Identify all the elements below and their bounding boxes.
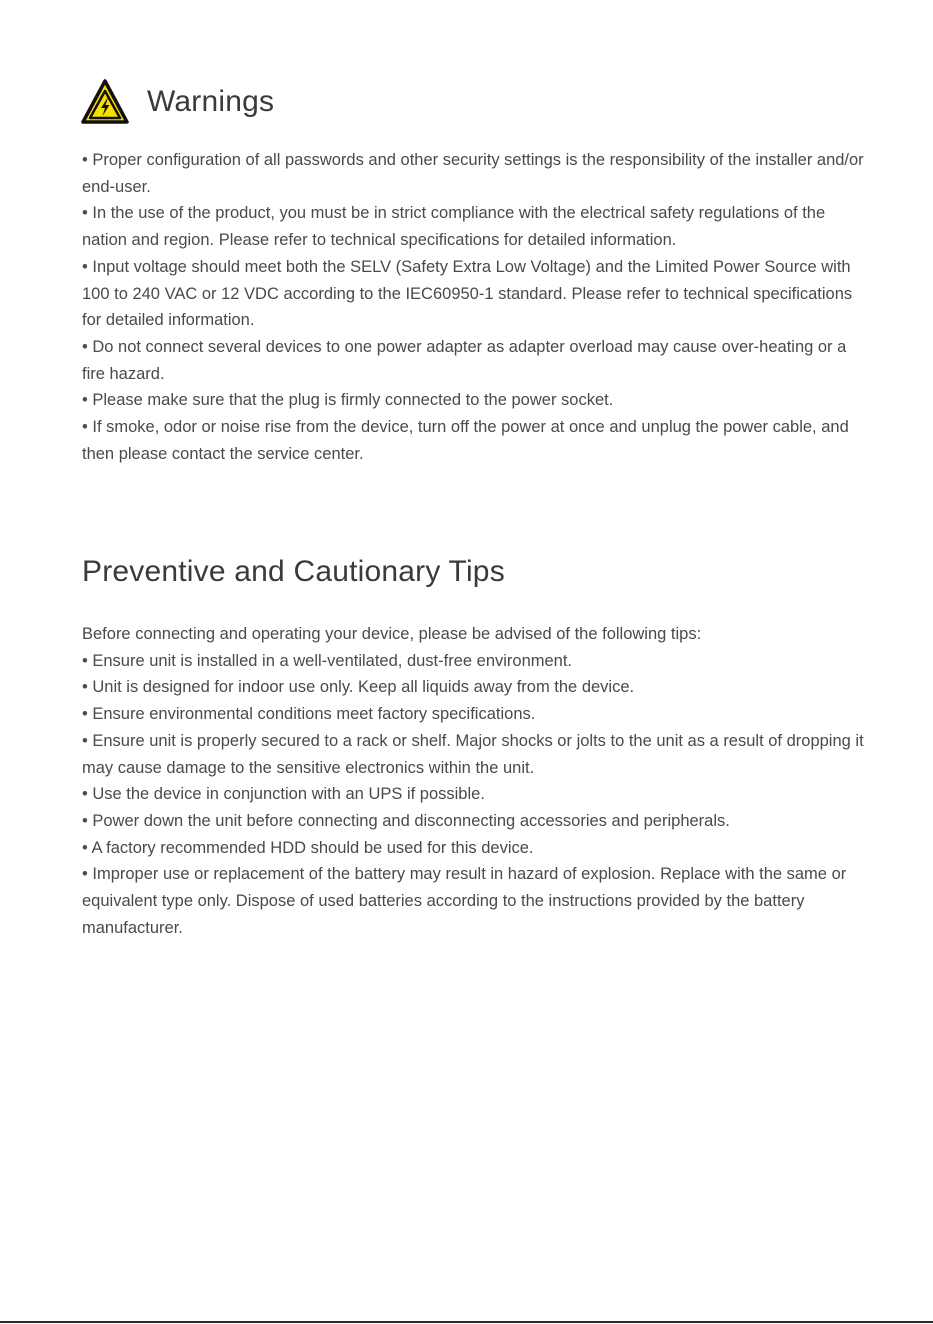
warnings-list: [82, 147, 872, 467]
high-voltage-warning-icon: [81, 79, 129, 125]
tips-intro: Before connecting and operating your device, please be advised of the following tips:: [82, 625, 702, 643]
tips-list: [82, 621, 872, 941]
tip-item: • Ensure unit is properly secured to a rack or shelf. Major shocks or jolts to the unit as a result of dropping it may cause damage to the sensitive electronics within the unit.: [82, 731, 864, 777]
page-bottom-divider: [0, 1321, 933, 1323]
warning-item: • Do not connect several devices to one power adapter as adapter overload may cause over-heating or a fire hazard.: [82, 337, 847, 383]
warning-item: • In the use of the product, you must be in strict compliance with the electrical safety regulations of the nation and region. Please refer to technical specifications for detailed information.: [82, 204, 826, 250]
tips-title: Preventive and Cautionary Tips: [82, 555, 505, 588]
warnings-title: Warnings: [147, 85, 275, 118]
tip-item: • Use the device in conjunction with an UPS if possible.: [82, 785, 485, 804]
warning-item: • Proper configuration of all passwords and other security settings is the responsibility of the installer and/or end-user.: [82, 151, 864, 196]
warning-item: • Input voltage should meet both the SELV (Safety Extra Low Voltage) and the Limited Power Source with 100 to 240 VAC or 12 VDC according to the IEC60950-1 standard. Please refer to technical specifications for detailed information.: [82, 257, 853, 330]
warning-item: • If smoke, odor or noise rise from the device, turn off the power at once and unplug the power cable, and then please contact the service center.: [82, 418, 849, 463]
warning-item: • Please make sure that the plug is firmly connected to the power socket.: [82, 391, 614, 410]
tip-item: • Power down the unit before connecting and disconnecting accessories and peripherals.: [82, 811, 730, 830]
tip-item: • Ensure environmental conditions meet factory specifications.: [82, 705, 536, 724]
tip-item: • Ensure unit is installed in a well-ventilated, dust-free environment.: [82, 651, 573, 670]
tip-item: • Improper use or replacement of the battery may result in hazard of explosion. Replace with the same or equivalent type only. Dispose of used batteries according to the instructions provided by the battery manufacturer.: [82, 865, 847, 937]
tip-item: • Unit is designed for indoor use only. Keep all liquids away from the device.: [82, 678, 635, 697]
warnings-header: [81, 78, 274, 126]
tip-item: • A factory recommended HDD should be used for this device.: [82, 838, 534, 857]
